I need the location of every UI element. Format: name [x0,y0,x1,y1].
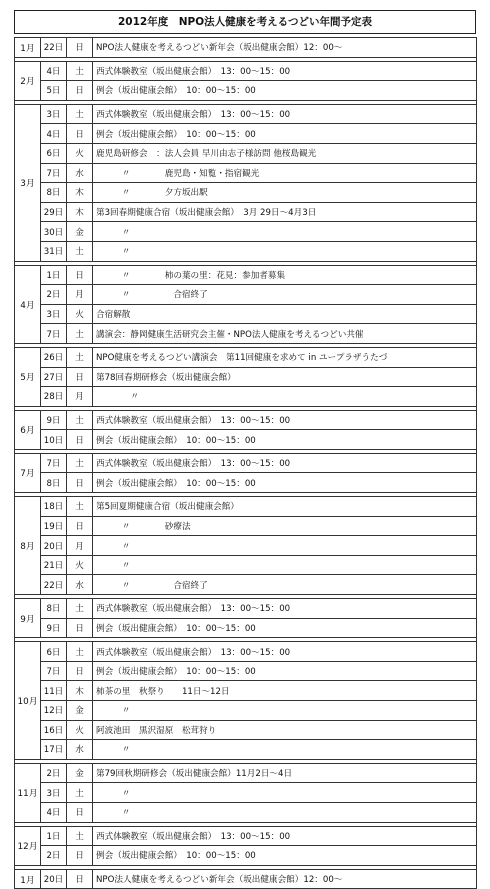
day-cell: 5日 [41,81,67,101]
day-cell: 29日 [41,202,67,222]
table-row [15,367,477,387]
day-cell: 4日 [41,802,67,822]
day-cell: 8日 [41,473,67,493]
month-cell: 9月 [15,599,41,638]
weekday-cell: 日 [67,124,93,144]
day-cell: 8日 [41,183,67,203]
day-cell: 1日 [41,265,67,285]
day-cell: 7日 [41,661,67,681]
weekday-cell: 土 [67,599,93,619]
weekday-cell: 日 [67,473,93,493]
weekday-cell: 日 [67,265,93,285]
day-cell: 16日 [41,720,67,740]
day-cell: 7日 [41,324,67,344]
table-row [15,387,477,407]
event-cell: 例会（坂出健康会館） 10：00～15：00 [93,124,477,144]
weekday-cell: 日 [67,81,93,101]
day-cell: 22日 [41,38,67,58]
table-row [15,763,477,783]
day-cell: 1日 [41,826,67,846]
event-cell: 〃 [93,555,477,575]
day-cell: 20日 [41,536,67,556]
day-cell: 11日 [41,681,67,701]
table-row [15,241,477,261]
table-row [15,453,477,473]
day-cell: 10日 [41,430,67,450]
schedule-body [15,38,477,889]
month-cell: 10月 [15,642,41,760]
table-row [15,599,477,619]
table-row [15,163,477,183]
day-cell: 2日 [41,285,67,305]
weekday-cell: 日 [67,802,93,822]
weekday-cell: 月 [67,387,93,407]
event-cell: 〃 [93,241,477,261]
table-row [15,202,477,222]
event-cell: 第5回夏期健康合宿（坂出健康会館） [93,497,477,517]
day-cell: 9日 [41,618,67,638]
event-cell: 阿波池田 黒沢湿原 松茸狩り [93,720,477,740]
table-row [15,497,477,517]
day-cell: 21日 [41,555,67,575]
event-cell: 講演会：静岡健康生活研究会主催・NPO法人健康を考えるつどい共催 [93,324,477,344]
day-cell: 3日 [41,783,67,803]
schedule-table [14,37,477,889]
weekday-cell: 木 [67,183,93,203]
weekday-cell: 火 [67,143,93,163]
table-row [15,536,477,556]
event-cell: 〃 夕方坂出駅 [93,183,477,203]
weekday-cell: 日 [67,869,93,889]
weekday-cell: 金 [67,222,93,242]
weekday-cell: 金 [67,763,93,783]
month-cell: 3月 [15,104,41,261]
table-row [15,222,477,242]
event-cell: 〃 合宿終了 [93,285,477,305]
weekday-cell: 月 [67,285,93,305]
weekday-cell: 土 [67,497,93,517]
event-cell: 〃 [93,783,477,803]
table-row [15,555,477,575]
table-row [15,740,477,760]
day-cell: 2日 [41,763,67,783]
weekday-cell: 火 [67,555,93,575]
table-row [15,642,477,662]
event-cell: 〃 鹿児島・知覧・指宿観光 [93,163,477,183]
month-cell: 6月 [15,410,41,449]
weekday-cell: 金 [67,701,93,721]
table-row [15,473,477,493]
day-cell: 2日 [41,846,67,866]
table-row [15,304,477,324]
table-row [15,124,477,144]
day-cell: 26日 [41,347,67,367]
weekday-cell: 日 [67,516,93,536]
table-row [15,143,477,163]
day-cell: 22日 [41,575,67,595]
event-cell: NPO法人健康を考えるつどい新年会（坂出健康会館）12：00～ [93,869,477,889]
day-cell: 20日 [41,869,67,889]
day-cell: 12日 [41,701,67,721]
table-row [15,618,477,638]
weekday-cell: 水 [67,163,93,183]
weekday-cell: 土 [67,104,93,124]
event-cell: 〃 柿の葉の里：花見：参加者募集 [93,265,477,285]
month-cell: 8月 [15,497,41,595]
weekday-cell: 土 [67,410,93,430]
event-cell: 〃 [93,222,477,242]
table-row [15,661,477,681]
weekday-cell: 木 [67,202,93,222]
event-cell: 例会（坂出健康会館） 10：00～15：00 [93,846,477,866]
table-row [15,720,477,740]
day-cell: 28日 [41,387,67,407]
day-cell: 9日 [41,410,67,430]
event-cell: 〃 [93,740,477,760]
weekday-cell: 火 [67,720,93,740]
event-cell: 〃 [93,536,477,556]
table-row [15,846,477,866]
table-row [15,104,477,124]
day-cell: 6日 [41,143,67,163]
event-cell: 鹿児島研修会 ：法人会員 早川由志子様訪問 他桜島観光 [93,143,477,163]
event-cell: 第79回秋期研修会（坂出健康会館）11月2日～4日 [93,763,477,783]
weekday-cell: 土 [67,61,93,81]
day-cell: 3日 [41,104,67,124]
event-cell: 〃 砂療法 [93,516,477,536]
day-cell: 8日 [41,599,67,619]
event-cell: 〃 [93,701,477,721]
table-row [15,347,477,367]
month-cell: 5月 [15,347,41,406]
day-cell: 30日 [41,222,67,242]
month-cell: 1月 [15,869,41,889]
table-row [15,324,477,344]
event-cell: 合宿解散 [93,304,477,324]
event-cell: 西式体験教室（坂出健康会館） 13：00～15：00 [93,61,477,81]
table-row [15,265,477,285]
weekday-cell: 土 [67,453,93,473]
table-row [15,575,477,595]
day-cell: 6日 [41,642,67,662]
weekday-cell: 月 [67,536,93,556]
table-row [15,81,477,101]
event-cell: 例会（坂出健康会館） 10：00～15：00 [93,473,477,493]
day-cell: 7日 [41,453,67,473]
weekday-cell: 日 [67,367,93,387]
weekday-cell: 木 [67,681,93,701]
day-cell: 18日 [41,497,67,517]
weekday-cell: 日 [67,618,93,638]
day-cell: 7日 [41,163,67,183]
table-row [15,802,477,822]
weekday-cell: 土 [67,241,93,261]
month-cell: 1月 [15,38,41,58]
weekday-cell: 水 [67,740,93,760]
day-cell: 19日 [41,516,67,536]
event-cell: 例会（坂出健康会館） 10：00～15：00 [93,430,477,450]
event-cell: 西式体験教室（坂出健康会館） 13：00～15：00 [93,453,477,473]
weekday-cell: 水 [67,575,93,595]
weekday-cell: 土 [67,324,93,344]
table-row [15,285,477,305]
table-row [15,410,477,430]
weekday-cell: 日 [67,38,93,58]
weekday-cell: 日 [67,846,93,866]
weekday-cell: 日 [67,430,93,450]
month-cell: 2月 [15,61,41,100]
day-cell: 17日 [41,740,67,760]
event-cell: 例会（坂出健康会館） 10：00～15：00 [93,618,477,638]
day-cell: 4日 [41,124,67,144]
month-cell: 11月 [15,763,41,822]
table-row [15,430,477,450]
day-cell: 31日 [41,241,67,261]
weekday-cell: 土 [67,347,93,367]
table-row [15,826,477,846]
event-cell: NPO健康を考えるつどい講演会 第11回健康を求めて in ユープラザうたづ [93,347,477,367]
table-row [15,183,477,203]
table-row [15,869,477,889]
weekday-cell: 火 [67,304,93,324]
event-cell: 〃 合宿終了 [93,575,477,595]
event-cell: 第3回春期健康合宿（坂出健康会館） 3月 29日～4月3日 [93,202,477,222]
event-cell: 西式体験教室（坂出健康会館） 13：00～15：00 [93,599,477,619]
event-cell: 第78回春期研修会（坂出健康会館） [93,367,477,387]
event-cell: 例会（坂出健康会館） 10：00～15：00 [93,81,477,101]
table-row [15,516,477,536]
table-row [15,701,477,721]
event-cell: NPO法人健康を考えるつどい新年会（坂出健康会館）12：00～ [93,38,477,58]
table-row [15,783,477,803]
table-row [15,681,477,701]
event-cell: 西式体験教室（坂出健康会館） 13：00～15：00 [93,826,477,846]
event-cell: 〃 [93,387,477,407]
event-cell: 西式体験教室（坂出健康会館） 13：00～15：00 [93,410,477,430]
event-cell: 西式体験教室（坂出健康会館） 13：00～15：00 [93,104,477,124]
month-cell: 4月 [15,265,41,343]
event-cell: 柿茶の里 秋祭り 11日～12日 [93,681,477,701]
weekday-cell: 日 [67,661,93,681]
month-cell: 7月 [15,453,41,492]
weekday-cell: 土 [67,783,93,803]
table-row [15,38,477,58]
weekday-cell: 土 [67,826,93,846]
event-cell: 西式体験教室（坂出健康会館） 13：00～15：00 [93,642,477,662]
day-cell: 27日 [41,367,67,387]
day-cell: 3日 [41,304,67,324]
table-row [15,61,477,81]
page-title: 2012年度 NPO法人健康を考えるつどい年間予定表 [14,10,476,34]
weekday-cell: 土 [67,642,93,662]
month-cell: 12月 [15,826,41,865]
event-cell: 例会（坂出健康会館） 10：00～15：00 [93,661,477,681]
event-cell: 〃 [93,802,477,822]
day-cell: 4日 [41,61,67,81]
